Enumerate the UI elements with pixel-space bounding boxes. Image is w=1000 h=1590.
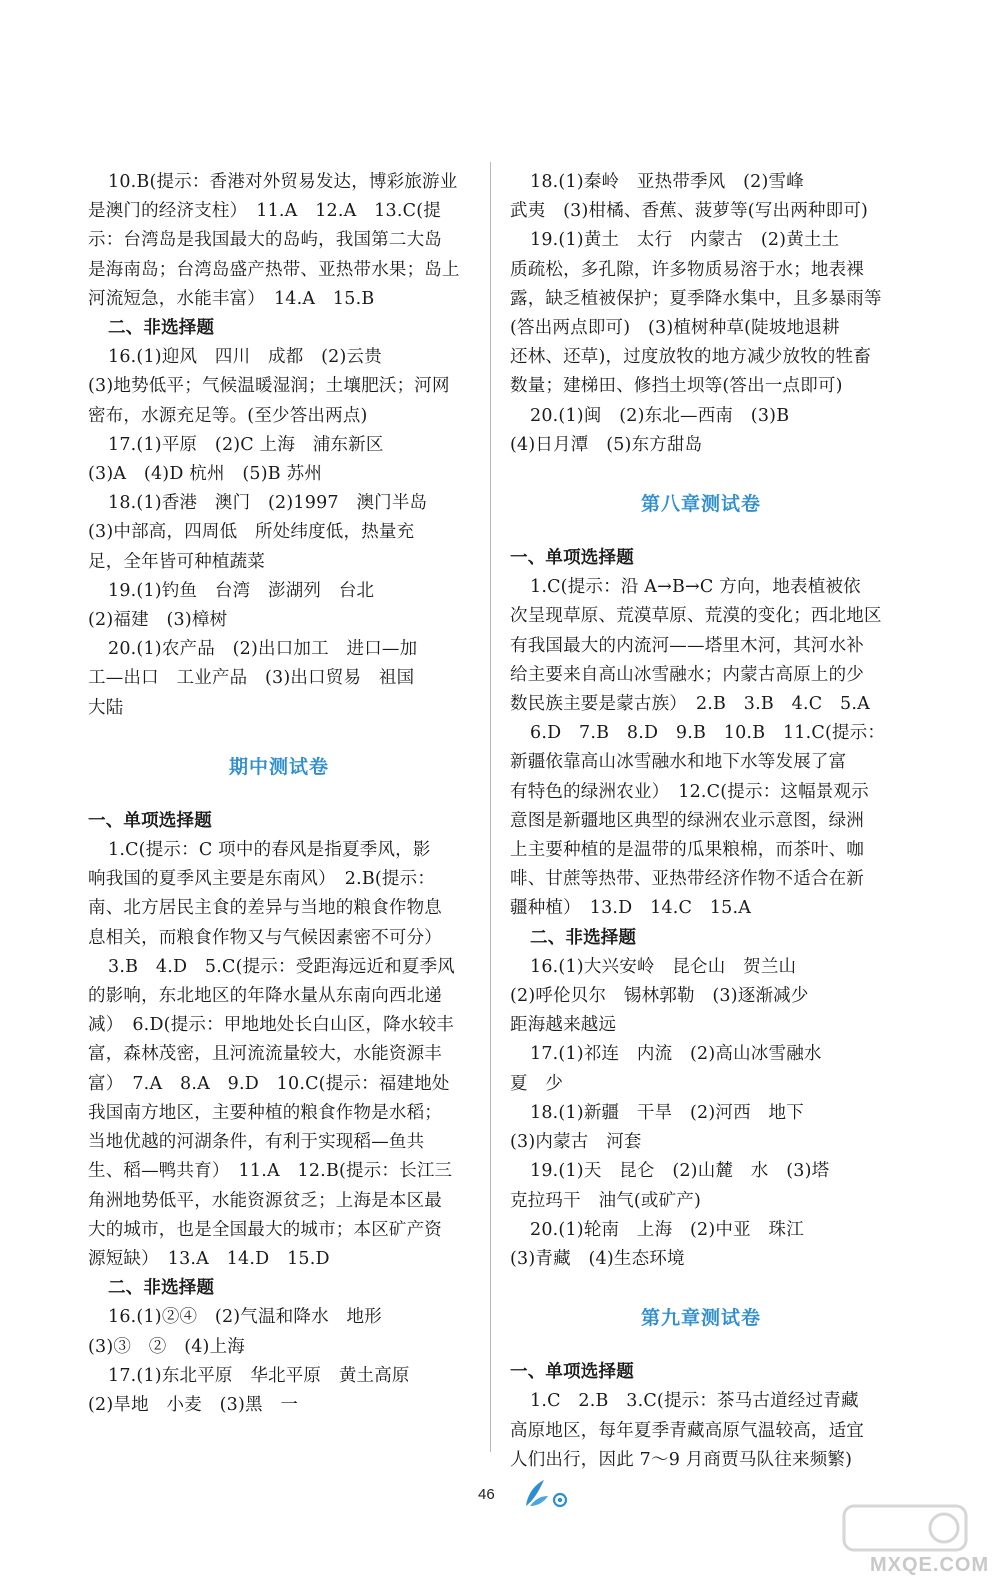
answer-line: 17.(1)东北平原 华北平原 黄土高原 [108, 1365, 410, 1386]
answer-line: 生、稻—鸭共育） 11.A 12.B(提示：长江三 [88, 1161, 453, 1182]
answer-line: 是海南岛；台湾岛盛产热带、亚热带水果；岛上 [88, 259, 460, 280]
answer-line: 大的城市，也是全国最大的城市；本区矿产资 [88, 1219, 442, 1240]
watermark-logo [840, 1500, 990, 1580]
answer-line: 16.(1)大兴安岭 昆仑山 贺兰山 [530, 956, 797, 977]
question-type-label: 一、单项选择题 [510, 1362, 634, 1383]
answer-line: 10.B(提示：香港对外贸易发达，博彩旅游业 [108, 172, 458, 192]
answer-line: 富） 7.A 8.A 9.D 10.C(提示：福建地处 [88, 1073, 450, 1094]
right-column [510, 168, 892, 1475]
answer-line: 20.(1)轮南 上海 (2)中亚 珠江 [530, 1219, 804, 1240]
answer-line: 16.(1)②④ (2)气温和降水 地形 [108, 1307, 382, 1328]
answer-line: 河流短急，水能丰富） 14.A 15.B [88, 288, 375, 309]
section-heading: 第八章测试卷 [640, 493, 761, 516]
question-type-label: 二、非选择题 [108, 318, 215, 339]
answer-line: 18.(1)秦岭 亚热带季风 (2)雪峰 [530, 172, 804, 192]
answer-line: 19.(1)黄土 太行 内蒙古 (2)黄土土 [530, 230, 840, 251]
answer-line: (3)地势低平；气候温暖湿润；土壤肥沃；河网 [88, 376, 450, 397]
answer-line: 17.(1)祁连 内流 (2)高山冰雪融水 [530, 1044, 822, 1065]
answer-line: 新疆依靠高山冰雪融水和地下水等发展了富 [510, 752, 847, 773]
answer-line: 18.(1)新疆 干旱 (2)河西 地下 [530, 1102, 804, 1123]
answer-line: 足，全年皆可种植蔬菜 [88, 551, 265, 572]
answer-line: 大陆 [88, 697, 124, 718]
answer-line: 响我国的夏季风主要是东南风） 2.B(提示： [88, 869, 436, 890]
answer-line: 密布，水源充足等。(至少答出两点) [88, 405, 368, 426]
answer-line: 20.(1)农产品 (2)出口加工 进口—加 [108, 639, 418, 660]
answer-line: (2)呼伦贝尔 锡林郭勒 (3)逐渐减少 [510, 986, 809, 1007]
answer-line: 还林、还草)，过度放牧的地方减少放牧的牲畜 [510, 347, 872, 368]
watermark-text: MXQE.COM [870, 1554, 990, 1576]
answer-line: 息相关，而粮食作物又与气候因素密不可分） [88, 927, 442, 948]
answer-line: 1.C 2.B 3.C(提示：茶马古道经过青藏 [530, 1391, 859, 1412]
answer-line: 给主要来自高山冰雪融水；内蒙古高原上的少 [510, 664, 864, 685]
answer-line: (3)中部高，四周低 所处纬度低，热量充 [88, 522, 415, 543]
answer-line: 人们出行，因此 7～9 月商贾马队往来频繁) [510, 1449, 853, 1470]
answer-line: 19.(1)钓鱼 台湾 澎湖列 台北 [108, 580, 375, 601]
left-column [88, 168, 470, 1420]
column-divider [490, 162, 491, 1452]
answer-line: 次呈现草原、荒漠草原、荒漠的变化；西北地区 [510, 606, 882, 627]
answer-line: 角洲地势低平，水能资源贫乏；上海是本区最 [88, 1190, 442, 1211]
question-type-label: 一、单项选择题 [510, 548, 634, 569]
answer-line: 富，森林茂密，且河流流量较大，水能资源丰 [88, 1044, 442, 1065]
answer-line: 露，缺乏植被保护；夏季降水集中，且多暴雨等 [510, 288, 882, 309]
question-type-label: 二、非选择题 [108, 1278, 215, 1299]
answer-line: (2)旱地 小麦 (3)黑 一 [88, 1394, 299, 1415]
answer-line: 16.(1)迎风 四川 成都 (2)云贵 [108, 347, 382, 368]
answer-line: 19.(1)天 昆仑 (2)山麓 水 (3)塔 [530, 1161, 830, 1182]
answer-line: 17.(1)平原 (2)C 上海 浦东新区 [108, 434, 384, 455]
answer-line: 上主要种植的是温带的瓜果粮棉，而茶叶、咖 [510, 840, 864, 861]
answer-line: 18.(1)香港 澳门 (2)1997 澳门半岛 [108, 493, 428, 514]
answer-line: 数量；建梯田、修挡土坝等(答出一点即可) [510, 376, 843, 397]
answer-line: 减） 6.D(提示：甲地地处长白山区，降水较丰 [88, 1015, 454, 1036]
answer-line: 1.C(提示：沿 A→B→C 方向，地表植被依 [530, 577, 861, 598]
section-heading: 期中测试卷 [228, 755, 329, 778]
answer-line: 示：台湾岛是我国最大的岛屿，我国第二大岛 [88, 230, 442, 251]
answer-line: 武夷 (3)柑橘、香蕉、菠萝等(写出两种即可) [510, 201, 869, 222]
section-heading: 第九章测试卷 [640, 1307, 761, 1330]
answer-line: (4)日月潭 (5)东方甜岛 [510, 434, 703, 455]
answer-line: 工—出口 工业产品 (3)出口贸易 祖国 [88, 668, 415, 689]
answer-line: 源短缺） 13.A 14.D 15.D [88, 1248, 330, 1269]
answer-line: 的影响，东北地区的年降水量从东南向西北递 [88, 986, 442, 1007]
answer-line: (3)青藏 (4)生态环境 [510, 1248, 685, 1269]
answer-line: (3)A (4)D 杭州 (5)B 苏州 [88, 464, 323, 485]
answer-line: 6.D 7.B 8.D 9.B 10.B 11.C(提示： [530, 723, 886, 744]
answer-line: 高原地区，每年夏季青藏高原气温较高，适宜 [510, 1420, 864, 1441]
answer-line: 1.C(提示：C 项中的春风是指夏季风，影 [108, 840, 431, 861]
answer-line: 有特色的绿洲农业） 12.C(提示：这幅景观示 [510, 781, 869, 802]
answer-line: 疆种植） 13.D 14.C 15.A [510, 898, 752, 919]
answer-line: 克拉玛干 油气(或矿产) [510, 1190, 702, 1211]
question-type-label: 二、非选择题 [530, 927, 637, 948]
answer-line: 距海越来越远 [510, 1015, 617, 1036]
leaf-ornament-icon [520, 1476, 572, 1510]
answer-line: 当地优越的河湖条件，有利于实现稻—鱼共 [88, 1132, 425, 1153]
answer-line: (3)③ ② (4)上海 [88, 1336, 245, 1357]
answer-line: (答出两点即可) (3)植树种草(陡坡地退耕 [510, 318, 840, 339]
answer-line: 数民族主要是蒙古族） 2.B 3.B 4.C 5.A [510, 694, 870, 715]
answer-line: 南、北方居民主食的差异与当地的粮食作物息 [88, 898, 442, 919]
answer-line: 夏 少 [510, 1073, 564, 1094]
answer-line: 啡、甘蔗等热带、亚热带经济作物不适合在新 [510, 869, 864, 890]
answer-line: (3)内蒙古 河套 [510, 1132, 642, 1153]
answer-line: 我国南方地区，主要种植的粮食作物是水稻； [88, 1102, 442, 1123]
page-number: 46 [478, 1486, 495, 1503]
answer-line: 质疏松，多孔隙，许多物质易溶于水；地表裸 [510, 259, 864, 280]
answer-line: (2)福建 (3)樟树 [88, 610, 228, 631]
question-type-label: 一、单项选择题 [88, 810, 212, 831]
answer-line: 3.B 4.D 5.C(提示：受距海远近和夏季风 [108, 956, 455, 977]
answer-line: 20.(1)闽 (2)东北—西南 (3)B [530, 405, 790, 426]
answer-line: 意图是新疆地区典型的绿洲农业示意图，绿洲 [510, 810, 864, 831]
answer-line: 是澳门的经济支柱） 11.A 12.A 13.C(提 [88, 201, 441, 222]
answer-line: 有我国最大的内流河——塔里木河，其河水补 [510, 635, 864, 656]
